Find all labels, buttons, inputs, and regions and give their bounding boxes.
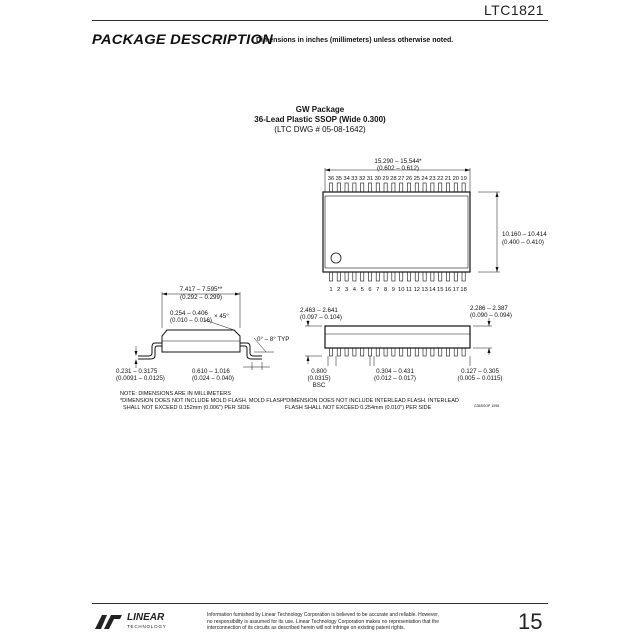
- bottom-pin: [384, 272, 387, 281]
- bottom-pin-label: 1: [329, 287, 333, 293]
- bottom-pin-label: 15: [436, 287, 444, 293]
- bottom-pin-label: 5: [360, 287, 364, 293]
- side-pin: [415, 348, 418, 356]
- top-pin: [407, 183, 410, 192]
- top-pin-label: 23: [429, 176, 436, 182]
- bottom-pin: [345, 272, 348, 281]
- bottom-pin-label: 13: [421, 287, 428, 293]
- top-pin: [431, 183, 434, 192]
- bottom-pin: [446, 272, 449, 281]
- top-pin: [423, 183, 426, 192]
- bottom-pin: [407, 272, 410, 281]
- top-pin-label: 28: [390, 176, 397, 182]
- part-number: LTC1821: [483, 2, 544, 18]
- top-pin: [353, 183, 356, 192]
- side-pin: [376, 348, 379, 356]
- bottom-pin: [392, 272, 395, 281]
- bottom-pin-label: 9: [391, 287, 396, 293]
- top-pin: [329, 183, 332, 192]
- logo-text: LINEAR: [127, 612, 165, 623]
- notes-left: NOTE: DIMENSIONS ARE IN MILLIMETERS *DIMENSION DOES NOT INCLUDE MOLD FLASH. MOLD FLASH SHALL NOT EXCEED 0.152mm (0.006") PER SIDE: [120, 391, 285, 411]
- lead-thickness-mm: (0.0091 – 0.0125): [116, 375, 165, 382]
- bottom-pin-label: 12: [413, 287, 421, 293]
- top-pin-label: 33: [351, 176, 358, 182]
- pitch-mm: (0.0315): [307, 375, 331, 382]
- page-number: 15: [518, 609, 543, 634]
- top-pin: [384, 183, 387, 192]
- bottom-pin: [423, 272, 426, 281]
- lead-thickness-in: 0.231 – 0.3175: [116, 368, 158, 375]
- bottom-pin-label: 7: [376, 287, 380, 293]
- logo-subtext: TECHNOLOGY: [127, 624, 167, 629]
- top-pin-label: 36: [327, 176, 335, 182]
- top-pin-label: 35: [335, 176, 343, 182]
- lead-width-in: 0.304 – 0.431: [376, 368, 414, 375]
- top-pin-label: 29: [382, 176, 389, 182]
- bottom-pin-label: 6: [368, 287, 372, 293]
- bottom-pin: [454, 272, 457, 281]
- top-pin: [446, 183, 449, 192]
- linear-logo-icon: [93, 611, 125, 631]
- side-pin: [439, 348, 442, 356]
- drawing-number: (LTC DWG # 05-08-1642): [274, 125, 366, 134]
- height-in: 2.463 – 2.641: [300, 307, 338, 314]
- package-type: 36-Lead Plastic SSOP (Wide 0.300): [254, 115, 386, 124]
- lead-width-mm: (0.012 – 0.017): [374, 375, 416, 382]
- side-pin: [384, 348, 387, 356]
- bottom-pin: [329, 272, 332, 281]
- bottom-pin-label: 3: [344, 287, 349, 293]
- side-pin: [353, 348, 356, 356]
- bottom-pin-label: 10: [397, 287, 405, 293]
- bottom-pin: [361, 272, 364, 281]
- top-pin: [368, 183, 371, 192]
- total-height-mm: (0.090 – 0.094): [470, 312, 512, 319]
- bottom-pin-label: 16: [444, 287, 452, 293]
- bottom-pin: [462, 272, 465, 281]
- side-pin: [329, 348, 332, 356]
- body-width-in: 7.417 – 7.595**: [179, 286, 223, 293]
- end-view: [135, 292, 275, 370]
- foot-length-mm: (0.024 – 0.040): [192, 375, 234, 382]
- bottom-pin-label: 4: [352, 287, 357, 293]
- bottom-pin: [337, 272, 340, 281]
- side-pin: [454, 348, 457, 356]
- top-pin-label: 19: [460, 176, 467, 182]
- bottom-pin: [439, 272, 442, 281]
- width-dim-mm: (0.400 – 0.410): [502, 239, 544, 246]
- side-pin: [446, 348, 449, 356]
- top-pin-label: 22: [436, 176, 444, 182]
- top-pin: [337, 183, 340, 192]
- bottom-pin: [376, 272, 379, 281]
- bottom-pin-label: 17: [452, 287, 460, 293]
- body-width-mm: (0.292 – 0.299): [180, 294, 222, 301]
- footer-disclaimer: Information furnished by Linear Technology Corporation is believed to be accurate and reliable. However, no responsibility is assumed for its use. Linear Technology Corporation makes no representation that the interconnection of its circuits as described herein will not infringe on existing patent rights.: [207, 612, 439, 631]
- top-pin-label: 27: [397, 176, 405, 182]
- section-title: PACKAGE DESCRIPTION: [92, 31, 273, 47]
- pitch-in: 0.800: [311, 368, 327, 375]
- bottom-pin: [431, 272, 434, 281]
- package-name: GW Package: [295, 105, 345, 114]
- side-pin: [407, 348, 410, 356]
- bottom-pin: [400, 272, 403, 281]
- side-pin: [431, 348, 434, 356]
- top-pin: [361, 183, 364, 192]
- bottom-pin: [353, 272, 356, 281]
- top-view: [323, 168, 500, 281]
- pitch-note: BSC: [312, 382, 326, 389]
- height-mm: (0.097 – 0.104): [300, 314, 342, 321]
- length-dim-in: 15.290 – 15.544*: [374, 158, 422, 165]
- chamfer-in: 0.254 – 0.406: [170, 310, 208, 317]
- top-pin-label: 25: [413, 176, 421, 182]
- top-pin: [462, 183, 465, 192]
- lead-angle: 0° – 8° TYP: [257, 336, 290, 343]
- top-pin-label: 24: [421, 176, 428, 182]
- bottom-pin: [415, 272, 418, 281]
- side-pin: [462, 348, 465, 356]
- standoff-mm: (0.005 – 0.0115): [457, 375, 503, 382]
- top-pin: [392, 183, 395, 192]
- bottom-pin: [368, 272, 371, 281]
- bottom-pin-label: 14: [429, 287, 436, 293]
- bottom-pin-label: 11: [405, 287, 413, 293]
- side-pin: [337, 348, 340, 356]
- bottom-pin-label: 18: [460, 287, 467, 293]
- section-subtitle: Dimensions in inches (millimeters) unless otherwise noted.: [256, 37, 454, 44]
- foot-length-in: 0.610 – 1.016: [192, 368, 230, 375]
- top-pin-label: 21: [444, 176, 452, 182]
- side-view: [305, 318, 492, 366]
- side-pin: [345, 348, 348, 356]
- top-pin-label: 31: [366, 176, 374, 182]
- top-pin: [345, 183, 348, 192]
- top-pin: [400, 183, 403, 192]
- side-pin: [392, 348, 395, 356]
- top-pin-label: 20: [452, 176, 460, 182]
- bottom-pin-label: 8: [383, 287, 388, 293]
- chamfer-mm: (0.010 – 0.016): [170, 317, 212, 324]
- width-dim-in: 10.160 – 10.414: [502, 231, 547, 238]
- notes-right: **DIMENSION DOES NOT INCLUDE INTERLEAD FLASH. INTERLEAD FLASH SHALL NOT EXCEED 0.254mm (0.010") PER SIDE: [282, 398, 459, 411]
- top-pin-label: 34: [343, 176, 350, 182]
- top-pin: [439, 183, 442, 192]
- reference-code: G36SSOP 1098: [474, 404, 500, 408]
- top-pin: [376, 183, 379, 192]
- footer-rule: [92, 603, 548, 604]
- top-pin-label: 32: [358, 176, 366, 182]
- length-dim-mm: (0.602 – 0.612): [377, 165, 419, 172]
- chamfer-angle: × 45°: [214, 313, 229, 320]
- side-pin: [423, 348, 426, 356]
- top-pin-label: 26: [405, 176, 413, 182]
- top-pin-label: 30: [374, 176, 382, 182]
- side-pin: [361, 348, 364, 356]
- side-pin: [400, 348, 403, 356]
- top-pin: [454, 183, 457, 192]
- bottom-pin-label: 2: [337, 287, 341, 293]
- total-height-in: 2.286 – 2.387: [470, 305, 508, 312]
- standoff-in: 0.127 – 0.305: [461, 368, 499, 375]
- side-pin: [368, 348, 371, 356]
- top-pin: [415, 183, 418, 192]
